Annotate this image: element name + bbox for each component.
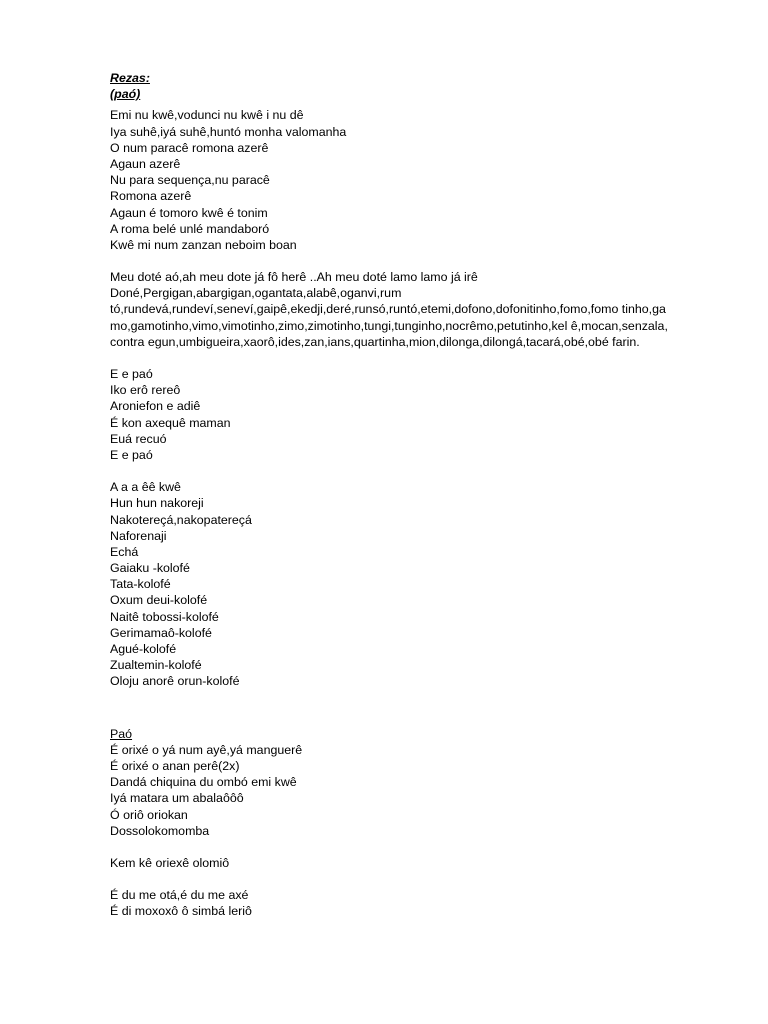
text-line: Nakotereçá,nakopatereçá [110, 512, 252, 527]
text-line: Dossolokomomba [110, 823, 210, 838]
prayer-block-5 [110, 726, 670, 839]
text-line: Kem kê oriexê olomiô [110, 855, 230, 870]
prayer-block-1 [110, 107, 670, 253]
text-line: O num paracê romona azerê [110, 140, 269, 155]
text-line: Meu doté aó,ah meu dote já fô herê ..Ah meu doté lamo lamo já irê [110, 270, 478, 285]
text-line: Doné,Pergigan,abargigan,ogantata,alabê,oganvi,rum [110, 286, 402, 301]
text-line: Oloju anorê orun-kolofé [110, 674, 240, 689]
text-line: É orixé o yá num ayê,yá manguerê [110, 742, 303, 757]
text-line: Aroniefon e adiê [110, 399, 201, 414]
text-line: Dandá chiquina du ombó emi kwê [110, 775, 297, 790]
wrapped-paragraph: tó,rundevá,rundeví,seneví,gaipê,ekedji,deré,runsó,runtó,etemi,dofono,dofonitinho,fomo,fomo tinho,gamo,gamotinho,vimo,vimotinho,zimo,zimotinho,tungi,tunginho,nocrêmo,petutinho,kel ê,mocan,senzala,contra egun,umbigueira,xaorô,ides,zan,ians,quartinha,mion,dilonga,dilongá,tacará,obé,obé farin. [110, 302, 668, 349]
text-line: Iya suhê,iyá suhê,huntó monha valomanha [110, 124, 347, 139]
prayer-block-4 [110, 479, 670, 689]
text-line: A roma belé unlé mandaboró [110, 221, 270, 236]
text-line: Agaun azerê [110, 156, 181, 171]
text-line: Iko erô rereô [110, 383, 181, 398]
text-line: Ó oriô oriokan [110, 807, 188, 822]
text-line: Naitê tobossi-kolofé [110, 609, 219, 624]
text-line: E e paó [110, 367, 153, 382]
text-line: Emi nu kwê,vodunci nu kwê i nu dê [110, 108, 304, 123]
text-line: É du me otá,é du me axé [110, 888, 249, 903]
text-line: Gaiaku -kolofé [110, 561, 190, 576]
text-line: Iyá matara um abalaôôô [110, 791, 244, 806]
document-page [110, 70, 670, 919]
text-line: E e paó [110, 447, 153, 462]
text-line: Tata-kolofé [110, 577, 171, 592]
text-line: Zualtemin-kolofé [110, 658, 202, 673]
prayer-block-3 [110, 366, 670, 463]
text-line: É di moxoxô ô simbá leriô [110, 904, 252, 919]
text-line: Gerimamaô-kolofé [110, 625, 212, 640]
heading-subtitle: (paó) [110, 87, 141, 102]
text-line: Agaun é tomoro kwê é tonim [110, 205, 268, 220]
text-line: É kon axequê maman [110, 415, 231, 430]
text-line: Kwê mi num zanzan neboim boan [110, 237, 297, 252]
text-line: Romona azerê [110, 189, 192, 204]
text-line: Agué-kolofé [110, 642, 177, 657]
text-line: Nu para sequença,nu paracê [110, 173, 270, 188]
text-line: Naforenaji [110, 528, 167, 543]
text-line: Echá [110, 544, 139, 559]
text-line: Euá recuó [110, 431, 167, 446]
section-title: Paó [110, 726, 133, 741]
prayer-block-7 [110, 887, 670, 919]
text-line: Oxum deui-kolofé [110, 593, 208, 608]
heading-title: Rezas: [110, 71, 150, 85]
text-line: Hun hun nakoreji [110, 496, 204, 511]
text-line: É orixé o anan perê(2x) [110, 758, 240, 773]
prayer-block-2 [110, 269, 670, 350]
prayer-block-6 [110, 855, 670, 871]
text-line: A a a êê kwê [110, 480, 181, 495]
